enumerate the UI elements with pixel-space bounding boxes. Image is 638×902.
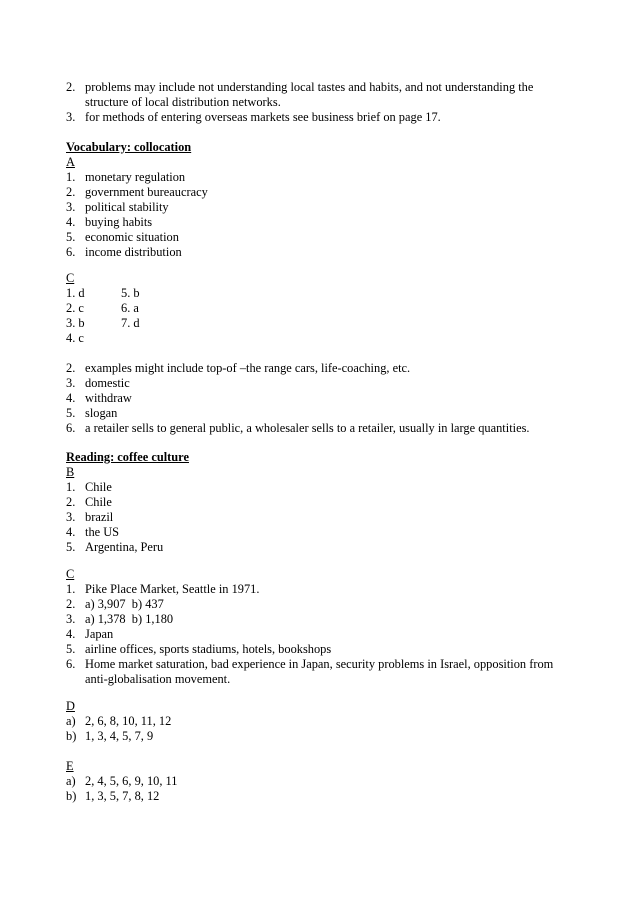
item-text: structure of local distribution networks. — [85, 95, 281, 109]
item-text: government bureaucracy — [85, 185, 208, 199]
list-item — [66, 110, 586, 125]
section-heading: Reading: coffee culture — [66, 450, 189, 464]
answer-row — [66, 286, 586, 301]
item-number: 4. — [66, 525, 76, 539]
answer-row — [66, 301, 586, 316]
item-number: 2. — [66, 361, 76, 375]
list-item — [66, 774, 586, 789]
list-item — [66, 714, 586, 729]
list-item — [66, 80, 586, 95]
item-number: a) — [66, 714, 76, 728]
vocabulary-list — [66, 361, 586, 436]
list-item — [66, 642, 586, 657]
answer-left: 4. c — [66, 331, 84, 345]
list-item — [66, 627, 586, 642]
item-text: examples might include top-of –the range cars, life-coaching, etc. — [85, 361, 411, 375]
item-text: Japan — [85, 627, 114, 641]
item-number: 2. — [66, 185, 76, 199]
list-item — [66, 230, 586, 245]
item-number: 6. — [66, 657, 76, 671]
item-number: 5. — [66, 230, 76, 244]
item-number: 2. — [66, 495, 76, 509]
subsection-label: A — [66, 155, 75, 169]
item-text: Chile — [85, 480, 112, 494]
list-item — [66, 421, 586, 436]
item-text: economic situation — [85, 230, 179, 244]
list-item — [66, 582, 586, 597]
item-number: 4. — [66, 627, 76, 641]
list-item — [66, 657, 586, 672]
item-text: problems may include not understanding local tastes and habits, and not understanding the — [85, 80, 534, 94]
item-number: 1. — [66, 170, 76, 184]
item-text: 1, 3, 5, 7, 8, 12 — [85, 789, 160, 803]
item-number: 2. — [66, 597, 76, 611]
answer-right: 6. a — [121, 301, 139, 315]
reading-section-d — [66, 699, 586, 744]
answer-right: 7. d — [121, 316, 140, 330]
reading-section-c — [66, 567, 586, 687]
item-number: 6. — [66, 421, 76, 435]
list-item — [66, 170, 586, 185]
item-text: Home market saturation, bad experience in Japan, security problems in Israel, opposition from — [85, 657, 554, 671]
list-item — [66, 525, 586, 540]
item-text: airline offices, sports stadiums, hotels, bookshops — [85, 642, 332, 656]
item-number: 4. — [66, 215, 76, 229]
item-text: domestic — [85, 376, 130, 390]
item-text-continuation — [66, 95, 586, 110]
subsection-label: C — [66, 271, 75, 285]
item-text: the US — [85, 525, 120, 539]
answer-right: 5. b — [121, 286, 140, 300]
subsection-label: D — [66, 699, 75, 713]
item-text: Pike Place Market, Seattle in 1971. — [85, 582, 260, 596]
item-text: buying habits — [85, 215, 153, 229]
item-text: for methods of entering overseas markets see business brief on page 17. — [85, 110, 441, 124]
item-text: 1, 3, 4, 5, 7, 9 — [85, 729, 154, 743]
item-number: 3. — [66, 376, 76, 390]
list-item — [66, 245, 586, 260]
item-number: 3. — [66, 200, 76, 214]
subsection-label: C — [66, 567, 75, 581]
item-text: 2, 6, 8, 10, 11, 12 — [85, 714, 172, 728]
subsection-label: E — [66, 759, 74, 773]
list-item — [66, 540, 586, 555]
list-item — [66, 789, 586, 804]
item-text: anti-globalisation movement. — [85, 672, 231, 686]
list-item — [66, 729, 586, 744]
list-item — [66, 391, 586, 406]
list-item — [66, 495, 586, 510]
item-number: 3. — [66, 510, 76, 524]
list-item — [66, 612, 586, 627]
item-number: 3. — [66, 612, 76, 626]
item-number: 4. — [66, 391, 76, 405]
answer-left: 1. d — [66, 286, 85, 300]
subsection-label: B — [66, 465, 75, 479]
item-text: a) 3,907 b) 437 — [85, 597, 164, 611]
item-number: b) — [66, 789, 77, 803]
reading-section — [66, 450, 586, 555]
item-text: withdraw — [85, 391, 132, 405]
list-item — [66, 510, 586, 525]
item-text-continuation — [66, 672, 586, 687]
item-number: 6. — [66, 245, 76, 259]
item-text: monetary regulation — [85, 170, 186, 184]
answer-row — [66, 331, 586, 346]
item-text: a) 1,378 b) 1,180 — [85, 612, 174, 626]
item-text: a retailer sells to general public, a wholesaler sells to a retailer, usually in large quantities. — [85, 421, 530, 435]
item-number: 5. — [66, 406, 76, 420]
item-text: Argentina, Peru — [85, 540, 164, 554]
item-number: 2. — [66, 80, 76, 94]
item-number: 3. — [66, 110, 76, 124]
item-number: 5. — [66, 540, 76, 554]
item-text: 2, 4, 5, 6, 9, 10, 11 — [85, 774, 178, 788]
list-item — [66, 185, 586, 200]
vocabulary-section-c — [66, 271, 586, 346]
vocabulary-section — [66, 140, 586, 260]
item-text: slogan — [85, 406, 118, 420]
list-item — [66, 376, 586, 391]
answer-left: 3. b — [66, 316, 85, 330]
item-number: 1. — [66, 582, 76, 596]
list-item — [66, 361, 586, 376]
list-item — [66, 597, 586, 612]
item-number: a) — [66, 774, 76, 788]
list-item — [66, 200, 586, 215]
item-text: Chile — [85, 495, 112, 509]
item-number: 1. — [66, 480, 76, 494]
answer-left: 2. c — [66, 301, 84, 315]
section-heading: Vocabulary: collocation — [66, 140, 192, 154]
item-text: income distribution — [85, 245, 182, 259]
answer-row — [66, 316, 586, 331]
item-number: 5. — [66, 642, 76, 656]
item-text: political stability — [85, 200, 169, 214]
item-number: b) — [66, 729, 77, 743]
list-item — [66, 480, 586, 495]
intro-list — [66, 80, 586, 125]
reading-section-e — [66, 759, 586, 804]
list-item — [66, 406, 586, 421]
item-text: brazil — [85, 510, 114, 524]
list-item — [66, 215, 586, 230]
